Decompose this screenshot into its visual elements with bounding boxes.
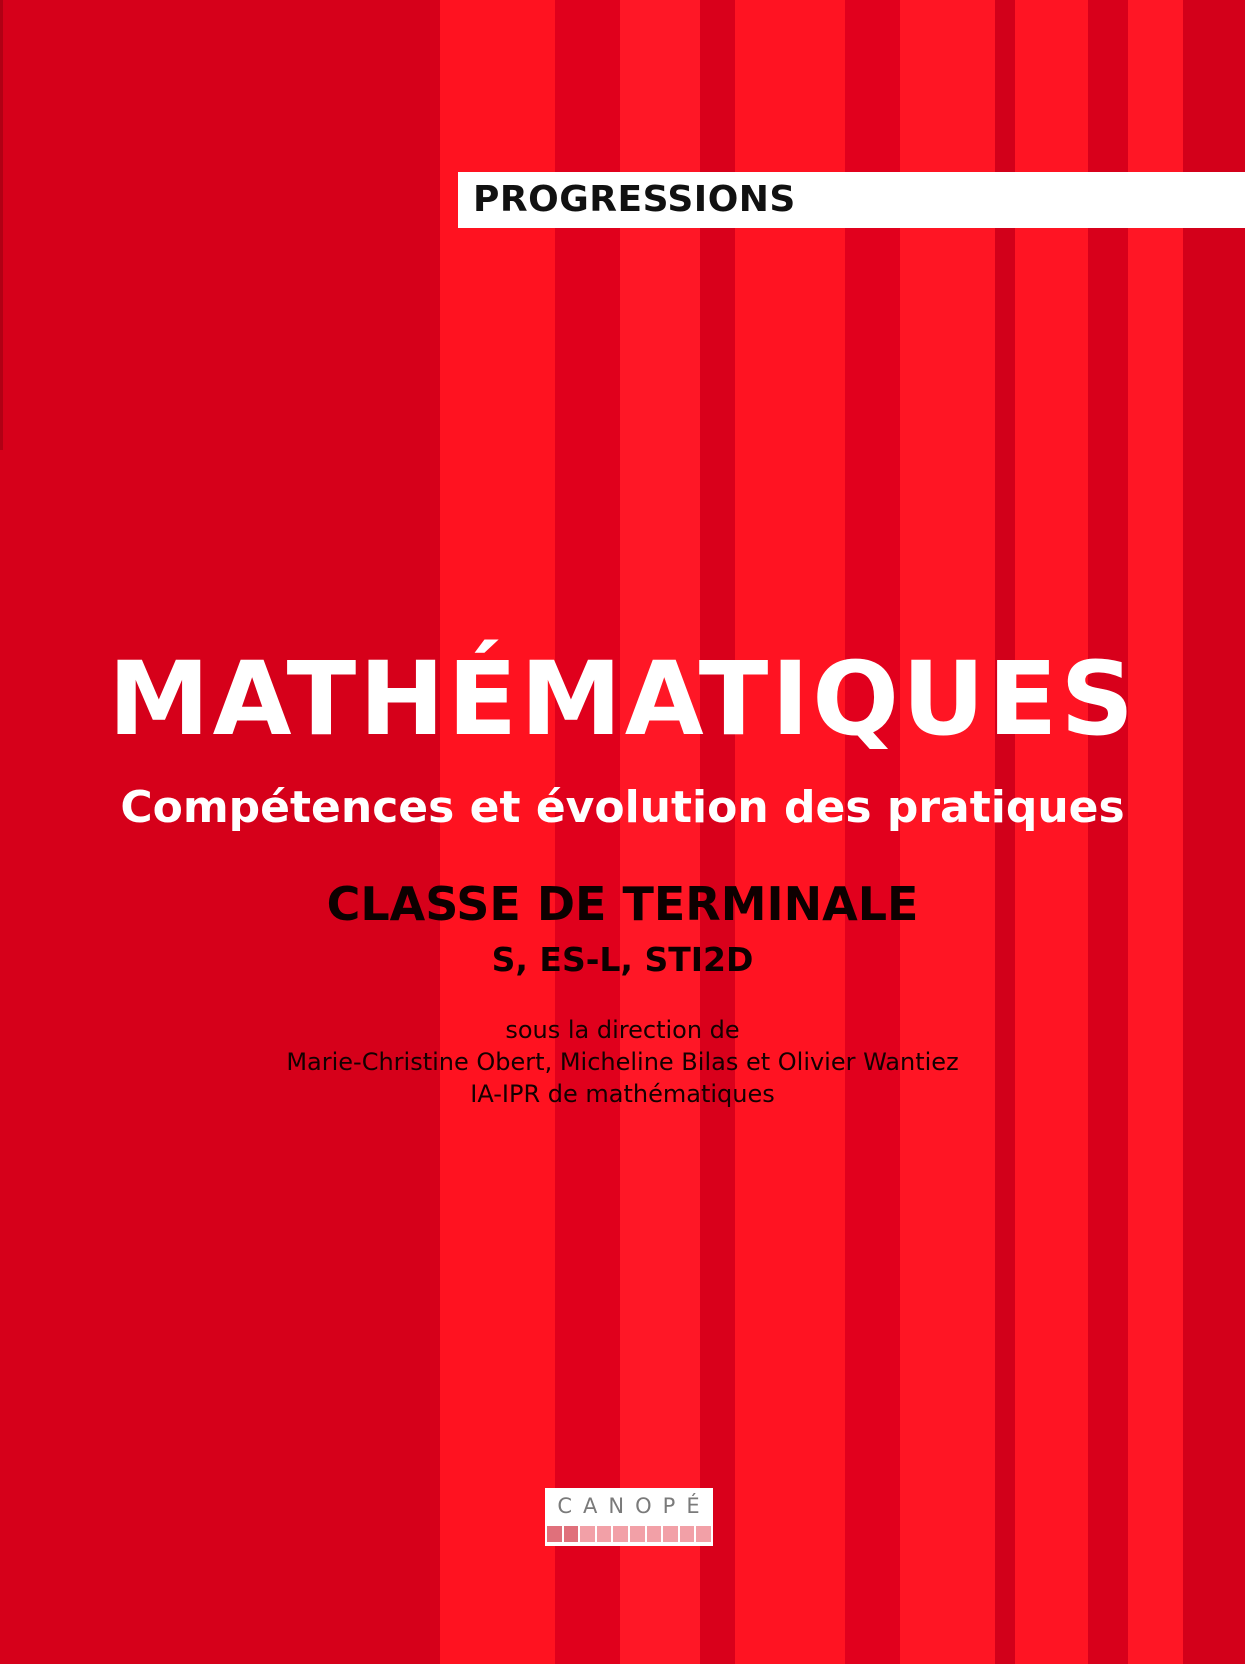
series-list: S, ES-L, STI2D (491, 940, 754, 979)
credit-role: IA-IPR de mathématiques (470, 1080, 775, 1108)
credit-authors: Marie-Christine Obert, Micheline Bilas et Olivier Wantiez (286, 1048, 959, 1076)
publisher-logo (545, 1488, 713, 1546)
publisher-name: CANOPÉ (557, 1494, 711, 1518)
main-title: MATHÉMATIQUES (108, 640, 1137, 759)
cover-edge-shadow (0, 0, 3, 450)
logo-bars (547, 1526, 711, 1542)
credit-direction: sous la direction de (505, 1016, 740, 1044)
subtitle: Compétences et évolution des pratiques (120, 782, 1125, 833)
class-title: CLASSE DE TERMINALE (326, 877, 919, 931)
series-label: PROGRESSIONS (473, 179, 796, 220)
